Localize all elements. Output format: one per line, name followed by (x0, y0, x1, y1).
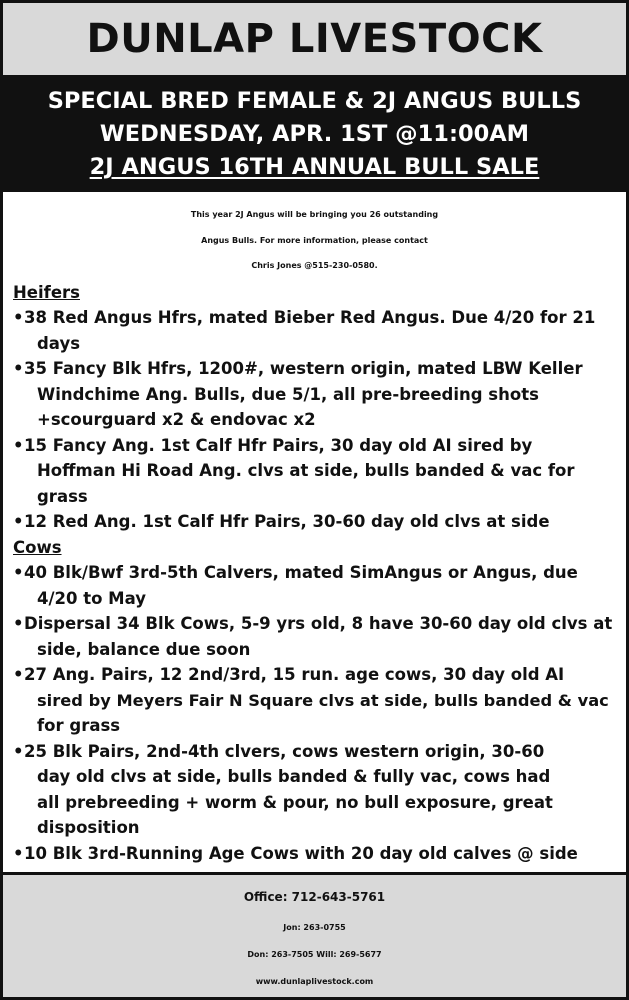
list-item-line: all prebreeding + worm & pour, no bull exposure, great (37, 792, 553, 812)
list-item (13, 356, 616, 433)
list-item-line: side, balance due soon (37, 639, 251, 659)
list-item-line: days (37, 333, 81, 353)
intro-line-2: Angus Bulls. For more information, please contact (201, 235, 428, 245)
list-item-line: disposition (37, 818, 140, 837)
bullet-icon: • (13, 359, 24, 378)
intro-paragraph (13, 202, 616, 279)
website-link[interactable]: www.dunlaplivestock.com (255, 977, 374, 986)
list-item-line: sired by Meyers Fair N Square clvs at side, bulls banded & vac (37, 690, 609, 710)
list-item (13, 433, 616, 510)
bullet-icon: • (13, 665, 24, 684)
list-item (13, 662, 616, 739)
section-heading: Cows (13, 537, 62, 557)
list-item (13, 611, 616, 662)
list-item-line: 12 Red Ang. 1st Calf Hfr Pairs, 30-60 day old clvs at side (24, 512, 550, 531)
list-item-line: 25 Blk Pairs, 2nd-4th clvers, cows western origin, 30-60 (24, 741, 545, 761)
list-item (13, 509, 616, 535)
intro-line-3: Chris Jones @515-230-0580. (251, 261, 378, 270)
bullet-icon: • (13, 614, 24, 633)
ad-body (3, 192, 626, 866)
intro-line-1: This year 2J Angus will be bringing you 26 outstanding (190, 210, 439, 219)
list-item-line: 15 Fancy Ang. 1st Calf Hfr Pairs, 30 day old AI sired by (24, 435, 533, 455)
contact-footer (3, 872, 626, 997)
bullet-icon: • (13, 843, 24, 863)
list-item-line: grass (37, 486, 88, 506)
bullet-icon: • (13, 435, 24, 455)
title-bar (3, 3, 626, 78)
listing-sections (13, 280, 616, 867)
bullet-icon: • (13, 563, 24, 582)
list-item-line: Dispersal 34 Blk Cows, 5-9 yrs old, 8 have 30-60 day old clvs at (24, 614, 613, 633)
business-title: DUNLAP LIVESTOCK (86, 16, 543, 62)
bullet-icon: • (13, 512, 24, 531)
bullet-icon: • (13, 741, 24, 761)
banner-line-3: 2J ANGUS 16TH ANNUAL BULL SALE (89, 154, 540, 180)
list-item (13, 739, 616, 841)
list-item-line: 4/20 to May (37, 588, 146, 608)
jon-phone: Jon: 263-0755 (283, 923, 346, 932)
section-heading: Heifers (13, 282, 80, 302)
banner-line-1: SPECIAL BRED FEMALE & 2J ANGUS BULLS (47, 88, 582, 114)
list-item (13, 841, 616, 867)
don-will-phones: Don: 263-7505 Will: 269-5677 (247, 950, 382, 959)
list-item-line: 35 Fancy Blk Hfrs, 1200#, western origin, mated LBW Keller (24, 359, 583, 378)
listing-list (13, 305, 616, 535)
banner-line-2: WEDNESDAY, APR. 1ST @11:00AM (99, 121, 530, 147)
list-item-line: Hoffman Hi Road Ang. clvs at side, bulls banded & vac for (37, 461, 575, 480)
office-phone: Office: 712-643-5761 (243, 890, 386, 904)
list-item-line: day old clvs at side, bulls banded & fully vac, cows had (37, 767, 551, 786)
list-item-line: +scourguard x2 & endovac x2 (37, 410, 316, 429)
list-item-line: 38 Red Angus Hfrs, mated Bieber Red Angus. Due 4/20 for 21 (24, 308, 596, 327)
list-item-line: Windchime Ang. Bulls, due 5/1, all pre-breeding shots (37, 384, 539, 404)
list-item-line: 40 Blk/Bwf 3rd-5th Calvers, mated SimAngus or Angus, due (24, 563, 578, 582)
list-item (13, 560, 616, 611)
list-item-line: 27 Ang. Pairs, 12 2nd/3rd, 15 run. age cows, 30 day old AI (24, 665, 565, 684)
list-item-line: 10 Blk 3rd-Running Age Cows with 20 day old calves @ side (24, 843, 578, 863)
sale-banner (3, 78, 626, 192)
list-item (13, 305, 616, 356)
bullet-icon: • (13, 308, 24, 327)
list-item-line: for grass (37, 716, 121, 735)
listing-list (13, 560, 616, 866)
